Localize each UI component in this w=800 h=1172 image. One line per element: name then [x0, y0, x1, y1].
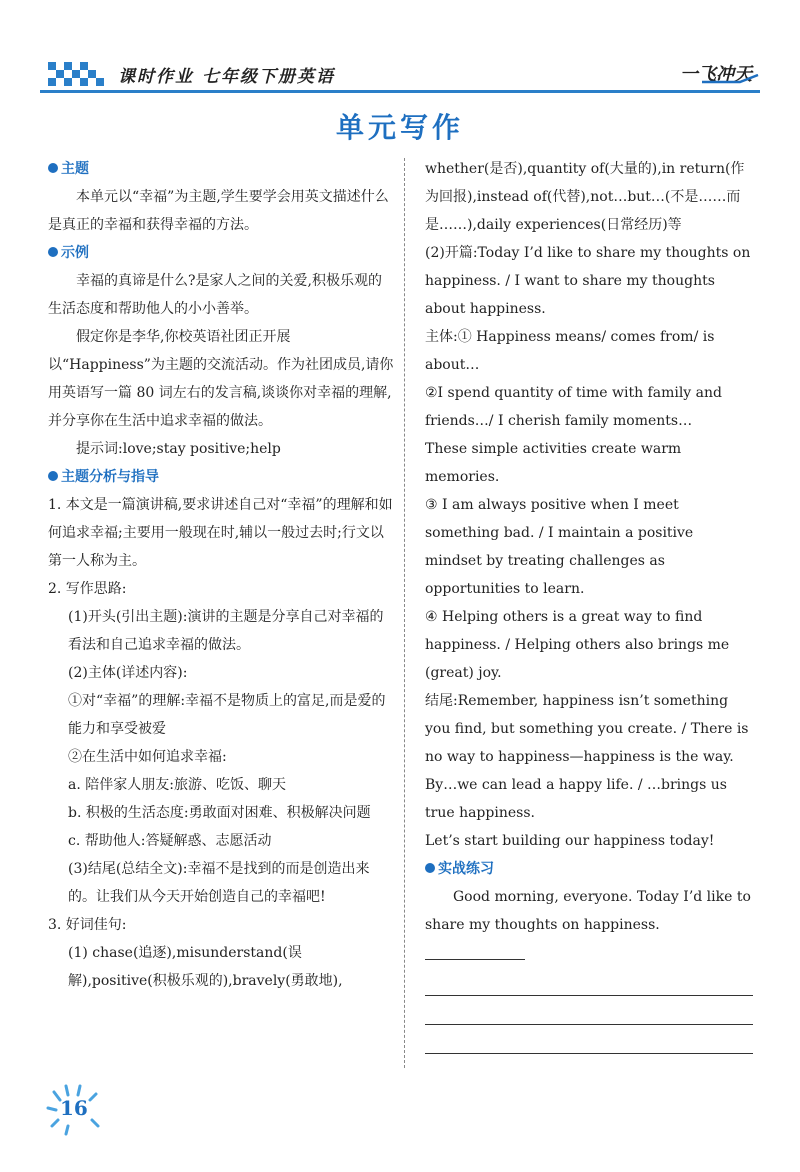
- header-brand: 一飞冲天: [680, 64, 752, 85]
- analysis-step-3: (3)结尾(总结全文):幸福不是找到的而是创造出来的。让我们从今天开始创造自己的幸福吧!: [68, 861, 370, 905]
- analysis-step-2a: ①对“幸福”的理解:幸福不是物质上的富足,而是爱的能力和享受被爱: [68, 693, 386, 737]
- body-sentences-3: ③ I am always positive when I meet something bad. / I maintain a positive mindset by treating challenges as opportunities to learn.: [425, 497, 694, 597]
- analysis-step-2: (2)主体(详述内容):: [68, 665, 188, 681]
- page-title: 单元写作: [335, 111, 464, 144]
- opening-sentences: (2)开篇:Today I’d like to share my thoughts on happiness. / I want to share my thoughts about happiness.: [425, 245, 751, 317]
- header-title: 课时作业 七年级下册英语: [118, 67, 335, 87]
- words-list-continued: whether(是否),quantity of(大量的),in return(作为回报),instead of(代替),not…but…(不是……而是……),daily experiences(日常经历)等: [425, 161, 745, 233]
- answer-blank-inline[interactable]: [425, 941, 525, 960]
- page-number-badge: [44, 1080, 104, 1140]
- answer-line[interactable]: [425, 1026, 753, 1054]
- bullet-dot-icon: [48, 247, 58, 257]
- right-column: [425, 155, 753, 1054]
- example-hint: 提示词:love;stay positive;help: [76, 441, 281, 457]
- bullet-dot-icon: [425, 863, 435, 873]
- analysis-step-2b-b: b. 积极的生活态度:勇敢面对困难、积极解决问题: [68, 805, 371, 821]
- column-divider: [404, 158, 405, 1068]
- header-rule: [40, 90, 760, 93]
- section-heading-analysis: 主题分析与指导: [48, 463, 394, 491]
- words-list-1: (1) chase(追逐),misunderstand(误解),positive(积极乐观的),bravely(勇敢地),: [68, 945, 343, 989]
- analysis-step-2b-a: a. 陪伴家人朋友:旅游、吃饭、聊天: [68, 777, 286, 793]
- analysis-item-2: 2. 写作思路:: [48, 581, 127, 597]
- ending-sentences-2: By…we can lead a happy life. / …brings us true happiness.: [425, 777, 727, 821]
- example-paragraph-2: 假定你是李华,你校英语社团正开展以“Happiness”为主题的交流活动。作为社团成员,请你用英语写一篇 80 词左右的发言稿,谈谈你对幸福的理解,并分享你在生活中追求幸福的做法。: [48, 329, 394, 429]
- page-number: 16: [60, 1096, 88, 1120]
- body-sentences-1: 主体:① Happiness means/ comes from/ is about…: [425, 329, 715, 373]
- practice-starter-line-1: Good morning, everyone. Today I’d like to: [453, 889, 751, 905]
- analysis-step-2b-c: c. 帮助他人:答疑解惑、志愿活动: [68, 833, 272, 849]
- answer-line[interactable]: [425, 997, 753, 1025]
- section-heading-example: 示例: [48, 239, 394, 267]
- left-column: [48, 155, 394, 995]
- answer-line[interactable]: [425, 968, 753, 996]
- analysis-item-3: 3. 好词佳句:: [48, 917, 127, 933]
- theme-text: 本单元以“幸福”为主题,学生要学会用英文描述什么是真正的幸福和获得幸福的方法。: [48, 189, 389, 233]
- analysis-item-1: 1. 本文是一篇演讲稿,要求讲述自己对“幸福”的理解和如何追求幸福;主要用一般现在时,辅以一般过去时;行文以第一人称为主。: [48, 497, 393, 569]
- body-sentences-2b: These simple activities create warm memories.: [425, 441, 682, 485]
- bullet-dot-icon: [48, 471, 58, 481]
- brand-swoosh-icon: [700, 74, 760, 84]
- body-sentences-4: ④ Helping others is a great way to find happiness. / Helping others also brings me (great) joy.: [425, 609, 730, 681]
- analysis-step-1: (1)开头(引出主题):演讲的主题是分享自己对幸福的看法和自己追求幸福的做法。: [68, 609, 384, 653]
- analysis-step-2b: ②在生活中如何追求幸福:: [68, 749, 227, 765]
- practice-starter-line-2: share my thoughts on happiness.: [425, 911, 753, 967]
- page-header: [40, 48, 760, 98]
- section-heading-practice: 实战练习: [425, 855, 753, 883]
- body-sentences-2: ②I spend quantity of time with family and friends…/ I cherish family moments…: [425, 385, 722, 429]
- ending-sentences: 结尾:Remember, happiness isn’t something you find, but something you create. / There is no way to happiness—happiness is the way.: [425, 693, 749, 765]
- ending-sentences-3: Let’s start building our happiness today!: [425, 833, 715, 849]
- header-logo-icon: [48, 62, 106, 86]
- section-heading-theme: 主题: [48, 155, 394, 183]
- bullet-dot-icon: [48, 163, 58, 173]
- example-paragraph-1: 幸福的真谛是什么?是家人之间的关爱,积极乐观的生活态度和帮助他人的小小善举。: [48, 273, 382, 317]
